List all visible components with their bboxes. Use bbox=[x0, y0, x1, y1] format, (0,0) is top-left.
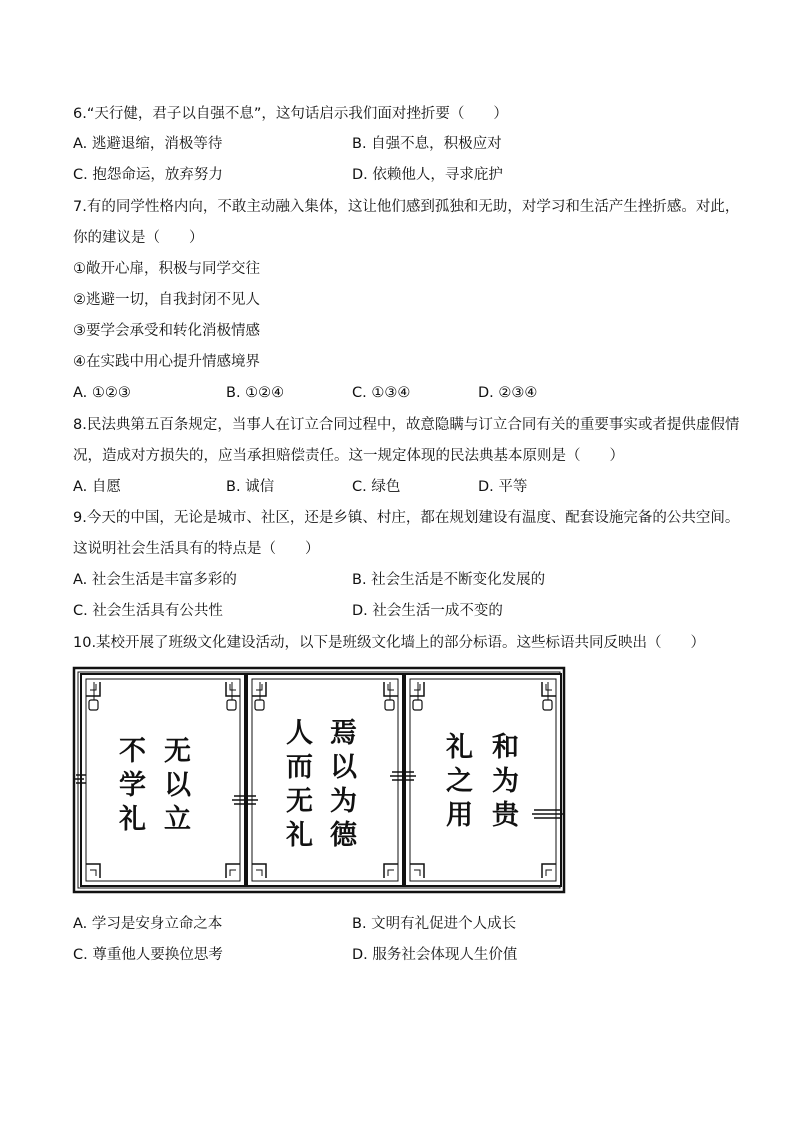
q6-stem: 6.“天行健，君子以自强不息”，这句话启示我们面对挫折要（ ） bbox=[73, 106, 508, 122]
slogan-panel-1 bbox=[81, 674, 245, 886]
q9-stem-line2: 这说明社会生活具有的特点是（ ） bbox=[73, 541, 320, 557]
slogan-panels-svg bbox=[72, 666, 566, 894]
q7-item-2: ②逃避一切，自我封闭不见人 bbox=[73, 292, 260, 308]
q10-option-d[interactable]: D. 服务社会体现人生价值 bbox=[352, 947, 518, 963]
q9-stem-line1: 9.今天的中国，无论是城市、社区，还是乡镇、村庄，都在规划建设有温度、配套设施完备的公共空间。 bbox=[73, 510, 740, 526]
q8-stem-line2: 况，造成对方损失的，应当承担赔偿责任。这一规定体现的民法典基本原则是（ ） bbox=[73, 448, 624, 464]
q8-option-b[interactable]: B. 诚信 bbox=[226, 479, 275, 495]
q6-option-a[interactable]: A. 逃避退缩，消极等待 bbox=[73, 136, 223, 152]
q7-item-1: ①敞开心扉，积极与同学交往 bbox=[73, 261, 260, 277]
panel-1-right-col: 无 以 立 bbox=[164, 736, 191, 835]
q7-stem-line2: 你的建议是（ ） bbox=[73, 230, 204, 246]
q7-option-c[interactable]: C. ①③④ bbox=[352, 385, 411, 401]
q7-item-4: ④在实践中用心提升情感境界 bbox=[73, 354, 260, 370]
q9-option-c[interactable]: C. 社会生活具有公共性 bbox=[73, 603, 223, 619]
q7-option-a[interactable]: A. ①②③ bbox=[73, 385, 131, 401]
q7-option-b[interactable]: B. ①②④ bbox=[226, 385, 285, 401]
panel-1-left-col: 不 学 礼 bbox=[119, 736, 146, 835]
q8-option-c[interactable]: C. 绿色 bbox=[352, 479, 401, 495]
q7-option-d[interactable]: D. ②③④ bbox=[478, 385, 538, 401]
q6-option-b[interactable]: B. 自强不息，积极应对 bbox=[352, 136, 502, 152]
q10-option-a[interactable]: A. 学习是安身立命之本 bbox=[73, 916, 223, 932]
q7-stem-line1: 7.有的同学性格内向，不敢主动融入集体，这让他们感到孤独和无助，对学习和生活产生挫折感。对此， bbox=[73, 199, 740, 215]
slogan-panel-2 bbox=[247, 674, 403, 886]
q10-option-b[interactable]: B. 文明有礼促进个人成长 bbox=[352, 916, 517, 932]
q10-stem: 10.某校开展了班级文化建设活动，以下是班级文化墙上的部分标语。这些标语共同反映出（ ） bbox=[73, 635, 706, 651]
q9-option-d[interactable]: D. 社会生活一成不变的 bbox=[352, 603, 503, 619]
q9-option-a[interactable]: A. 社会生活是丰富多彩的 bbox=[73, 572, 237, 588]
q6-option-c[interactable]: C. 抱怨命运，放弃努力 bbox=[73, 167, 223, 183]
panel-2-left-col: 人 而 无 礼 bbox=[286, 718, 313, 851]
q8-stem-line1: 8.民法典第五百条规定，当事人在订立合同过程中，故意隐瞒与订立合同有关的重要事实或者提供虚假情 bbox=[73, 417, 740, 433]
panel-2-right-col: 焉 以 为 德 bbox=[330, 718, 357, 851]
q8-option-d[interactable]: D. 平等 bbox=[478, 479, 528, 495]
slogan-panels-figure bbox=[72, 666, 566, 894]
q7-item-3: ③要学会承受和转化消极情感 bbox=[73, 323, 260, 339]
panel-3-right-col: 和 为 贵 bbox=[492, 732, 519, 831]
q9-option-b[interactable]: B. 社会生活是不断变化发展的 bbox=[352, 572, 546, 588]
slogan-panel-3 bbox=[405, 674, 561, 886]
q10-option-c[interactable]: C. 尊重他人要换位思考 bbox=[73, 947, 223, 963]
panel-3-left-col: 礼 之 用 bbox=[446, 732, 473, 831]
q6-option-d[interactable]: D. 依赖他人，寻求庇护 bbox=[352, 167, 503, 183]
q8-option-a[interactable]: A. 自愿 bbox=[73, 479, 121, 495]
